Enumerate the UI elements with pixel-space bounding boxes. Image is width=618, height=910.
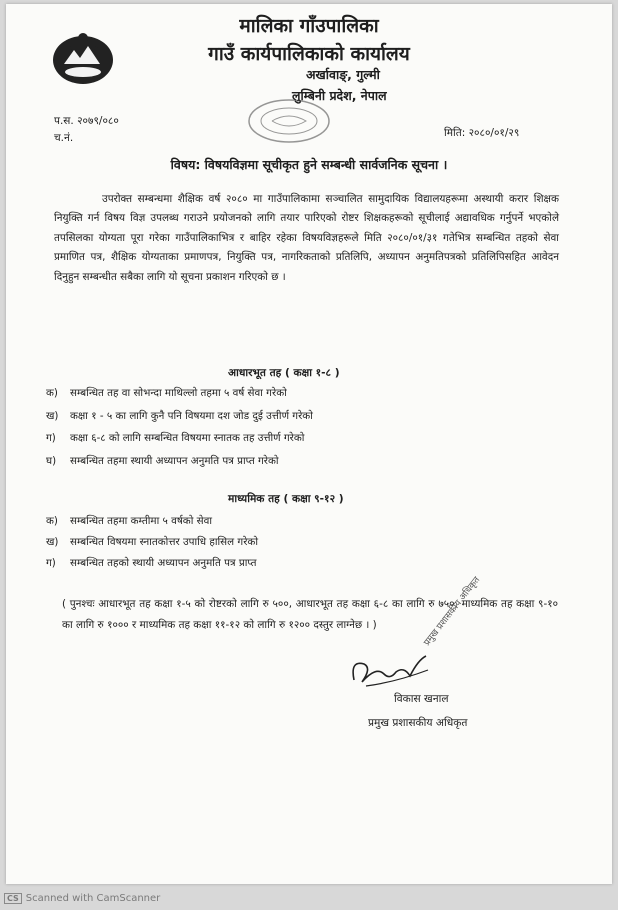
- signer-name: विकास खनाल: [394, 693, 449, 705]
- letter-page: [6, 4, 612, 884]
- office-name: गाउँ कार्यपालिकाको कार्यालय: [208, 43, 410, 65]
- basic-item: घ) सम्बन्धित तहमा स्थायी अध्यापन अनुमति पत्र प्राप्त गरेको: [46, 455, 279, 467]
- basic-item: ग) कक्षा ६-८ को लागि सम्बन्धित विषयमा स्नातक तह उत्तीर्ण गरेको: [46, 432, 305, 444]
- basic-item: ख) कक्षा १ - ५ का लागि कुनै पनि विषयमा दश जोड दुई उत्तीर्ण गरेको: [46, 410, 313, 422]
- secondary-level-title: माध्यमिक तह ( कक्षा ९-१२ ): [228, 493, 344, 505]
- office-seal-icon: [244, 96, 334, 146]
- camscanner-logo-icon: CS: [4, 893, 22, 904]
- reference-ps: प.स. २०७९/०८०: [54, 115, 119, 127]
- scanner-watermark: CS Scanned with CamScanner: [4, 893, 160, 904]
- municipality-name: मालिका गाँउपालिका: [239, 15, 379, 37]
- basic-level-title: आधारभूत तह ( कक्षा १-८ ): [228, 367, 340, 379]
- signature-stamp-text: प्रमुख प्रशासकीय अधिकृत: [422, 575, 483, 649]
- secondary-item: ग) सम्बन्धित तहको स्थायी अध्यापन अनुमति पत्र प्राप्त: [46, 557, 257, 569]
- reference-cn: च.नं.: [54, 132, 74, 144]
- secondary-item: क) सम्बन्धित तहमा कम्तीमा ५ वर्षको सेवा: [46, 515, 213, 527]
- letter-date: मिति: २०८०/०१/२९: [444, 127, 520, 139]
- office-province: लुम्बिनी प्रदेश, नेपाल: [292, 88, 387, 103]
- subject-line: विषय: विषयविज्ञमा सूचीकृत हुने सम्बन्धी सार्वजनिक सूचना ।: [170, 157, 448, 172]
- office-address: अर्खावाङ्, गुल्मी: [306, 67, 380, 82]
- body-paragraph: उपरोक्त सम्बन्धमा शैक्षिक वर्ष २०८० मा गाउँपालिकामा सञ्चालित सामुदायिक विद्यालयहरूमा अस्थायी करार शिक्षक नियुक्ति गर्न विषय विज्ञ उपलब्ध गराउने प्रयोजनको लागि तयार पारिएको रोष्टर शिक्षकहरूको सूचीलाई अद्यावधिक गर्नुपर्ने भएकोले तपसिलका योग्यता पूरा गरेका गाउँपालिकाभित्र र बाहिर रहेका विषयविज्ञहरूले मिति २०८०/०१/३१ गतेभित्र सम्बन्धित तहको सेवा प्रमाणित पत्र, शैक्षिक योग्यताका प्रमाणपत्र, नियुक्ति पत्र, नागरिकताको प्रतिलिपि, अध्यापन अनुमतिपत्रको प्रतिलिपिसहित आवेदन दिनुहुन सम्बन्धीत सबैका लागि यो सूचना प्रकाशन गरिएको छ ।: [54, 193, 559, 283]
- postscript-note: ( पुनश्चः आधारभूत तह कक्षा १-५ को रोष्टरको लागि रु ५००, आधारभूत तह कक्षा ६-८ का लागि रु ७५०, माध्यमिक तह कक्षा ९-१० का लागि रु १००० र माध्यमिक तह कक्षा ११-१२ को लागि रु १२०० दस्तुर लाग्नेछ । ): [62, 598, 558, 631]
- secondary-item: ख) सम्बन्धित विषयमा स्नातकोत्तर उपाधि हासिल गरेको: [46, 536, 258, 548]
- signer-title: प्रमुख प्रशासकीय अधिकृत: [368, 717, 468, 729]
- basic-item: क) सम्बन्धित तह वा सोभन्दा माथिल्लो तहमा ५ वर्ष सेवा गरेको: [46, 387, 287, 399]
- signature-scribble-icon: [346, 652, 436, 692]
